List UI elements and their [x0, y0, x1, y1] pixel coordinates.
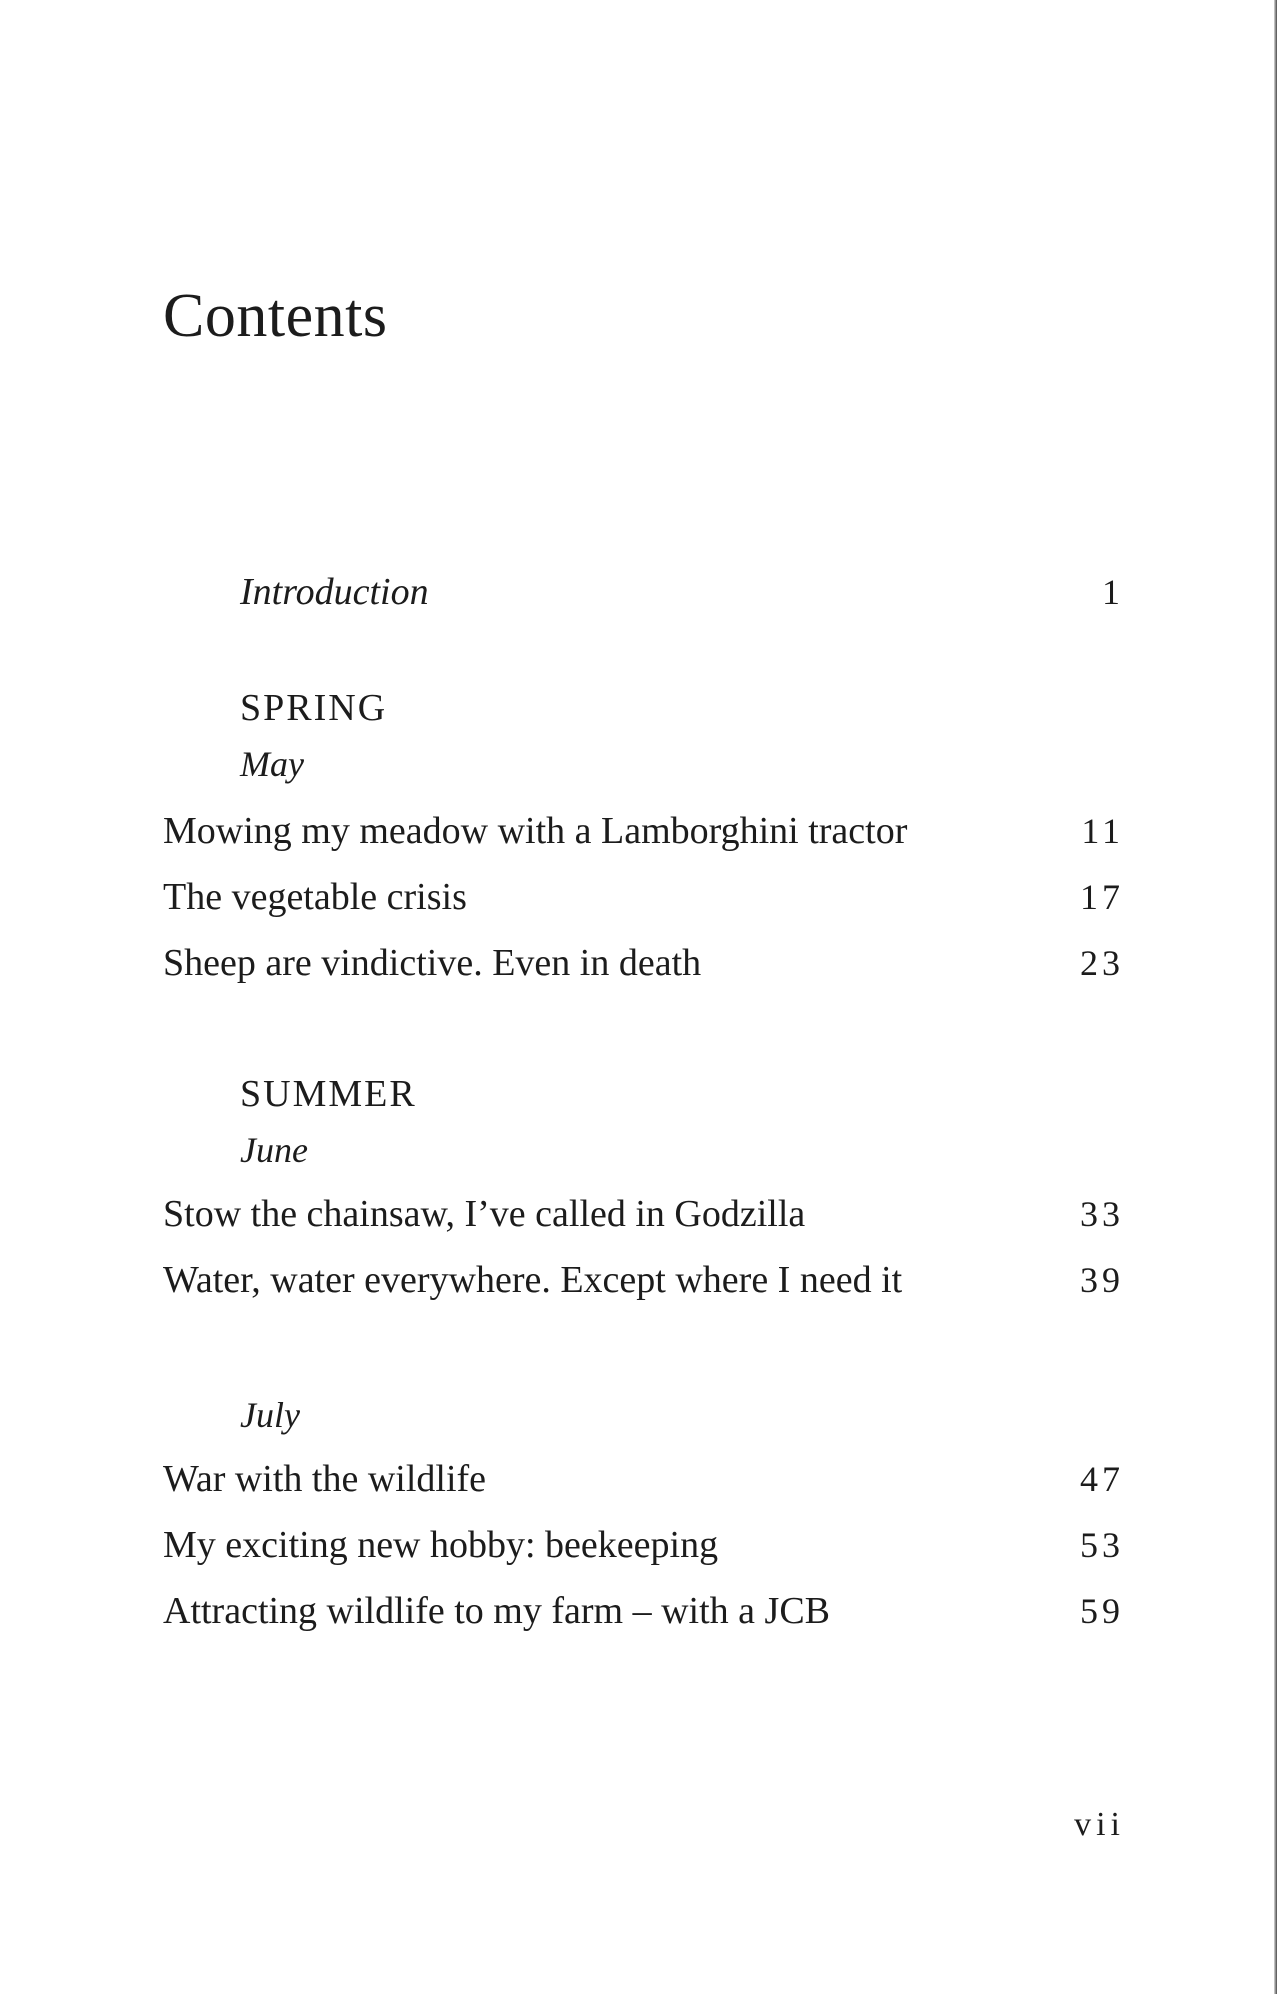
toc-entry: [163, 872, 1124, 922]
toc-entry-page: 59: [1080, 1591, 1124, 1631]
toc-entry-page: 47: [1080, 1459, 1124, 1499]
month-heading-may: May: [240, 744, 304, 784]
page-number: vii: [1074, 1806, 1125, 1843]
toc-entry-title: The vegetable crisis: [163, 876, 467, 918]
month-heading-july: July: [240, 1395, 300, 1435]
toc-entry: [163, 1189, 1124, 1239]
toc-entry-title: Attracting wildlife to my farm – with a JCB: [163, 1590, 831, 1632]
toc-entry-page: 53: [1080, 1525, 1124, 1565]
toc-entry: [163, 806, 1124, 856]
toc-entry-title: My exciting new hobby: beekeeping: [163, 1524, 719, 1566]
toc-entry-title: Mowing my meadow with a Lamborghini tractor: [163, 810, 908, 852]
toc-entry: [163, 1255, 1124, 1305]
toc-entry-title: Introduction: [240, 571, 429, 613]
toc-entry-page: 11: [1081, 811, 1124, 851]
toc-entry-page: 17: [1080, 877, 1124, 917]
toc-entry-title: War with the wildlife: [163, 1458, 487, 1500]
section-heading-summer: SUMMER: [240, 1073, 417, 1115]
toc-entry-introduction: [163, 567, 1124, 617]
toc-entry: [163, 1586, 1124, 1636]
page-title: Contents: [163, 282, 388, 350]
toc-entry: [163, 1520, 1124, 1570]
toc-entry-page: 1: [1102, 572, 1124, 612]
toc-entry-title: Sheep are vindictive. Even in death: [163, 942, 702, 984]
toc-entry-title: Water, water everywhere. Except where I need it: [163, 1259, 903, 1301]
toc-entry-page: 39: [1080, 1260, 1124, 1300]
toc-entry-page: 33: [1080, 1194, 1124, 1234]
toc-entry: [163, 1454, 1124, 1504]
toc-entry-page: 23: [1080, 943, 1124, 983]
toc-entry: [163, 938, 1124, 988]
month-heading-june: June: [240, 1130, 308, 1170]
toc-entry-title: Stow the chainsaw, I’ve called in Godzilla: [163, 1193, 806, 1235]
section-heading-spring: SPRING: [240, 687, 388, 729]
